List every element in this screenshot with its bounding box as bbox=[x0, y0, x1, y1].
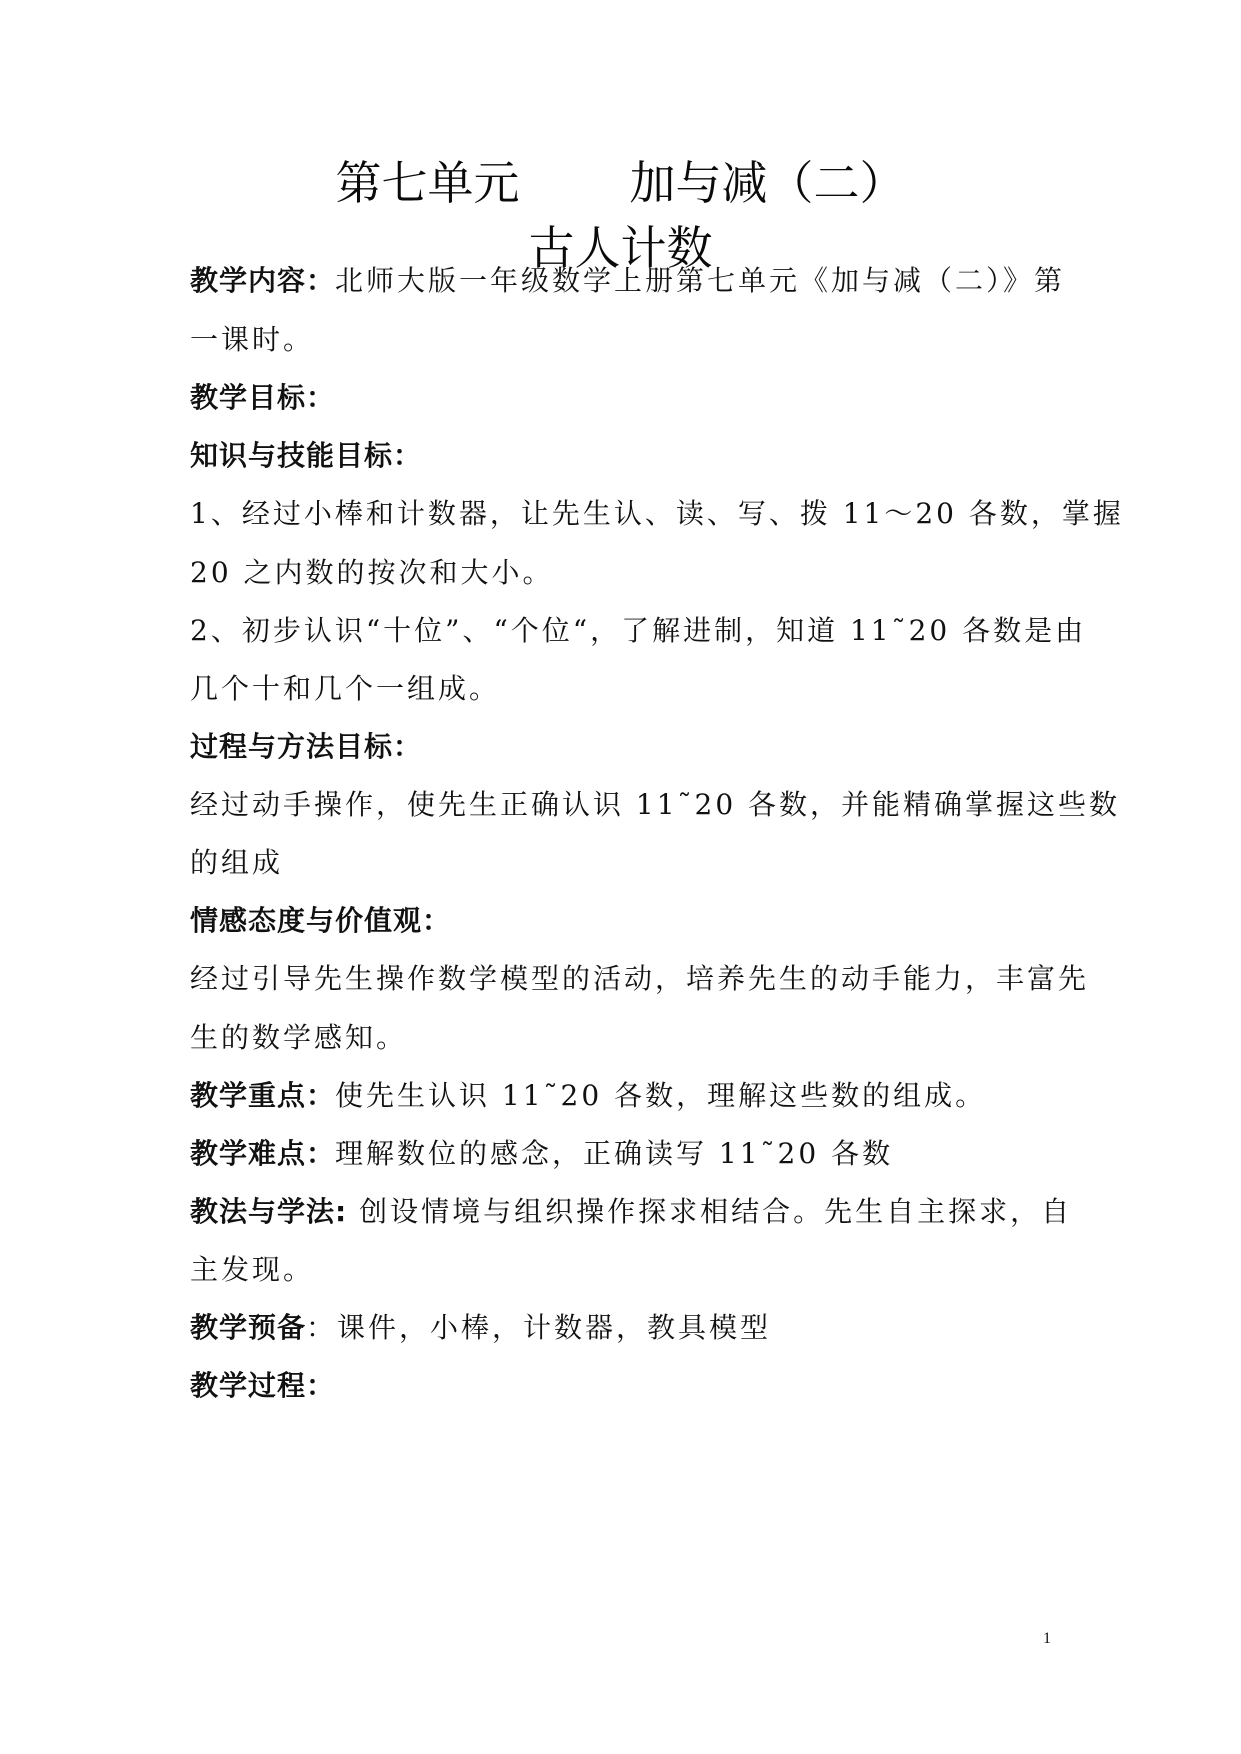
process-text-cont: 的组成 bbox=[190, 846, 284, 879]
preparation-line bbox=[190, 1308, 1060, 1348]
teaching-process-label: 教学过程： bbox=[190, 1369, 336, 1402]
unit-title: 第七单元 bbox=[335, 156, 520, 210]
lesson-title: 古人计数 bbox=[528, 221, 713, 275]
knowledge-item-1: 1、经过小棒和计数器，让先生认、读、写、拨 11～20 各数，掌握 bbox=[190, 497, 1124, 530]
knowledge-label: 知识与技能目标： bbox=[190, 439, 423, 472]
key-point-label: 教学重点： bbox=[190, 1079, 336, 1112]
knowledge-item-2: 2、初步认识“十位”、“个位“，了解进制，知道 11˜20 各数是由 bbox=[190, 614, 1087, 647]
topic-title: 加与减（二） bbox=[629, 156, 906, 210]
teaching-content-line-2: 一课时。 bbox=[190, 323, 315, 356]
knowledge-item-2-cont: 几个十和几个一组成。 bbox=[190, 672, 501, 705]
method-text: 创设情境与组织操作探求相结合。先生自主探求，自 bbox=[347, 1195, 1073, 1228]
difficulty-line bbox=[190, 1134, 1060, 1174]
process-text: 经过动手操作，使先生正确认识 11˜20 各数，并能精确掌握这些数 bbox=[190, 788, 1121, 821]
method-line-cont: 主发现。 bbox=[190, 1253, 315, 1286]
key-point-text: 使先生认识 11˜20 各数，理解这些数的组成。 bbox=[335, 1079, 987, 1112]
knowledge-item-1-cont: 20 之内数的按次和大小。 bbox=[190, 556, 554, 589]
emotion-text: 经过引导先生操作数学模型的活动，培养先生的动手能力，丰富先 bbox=[190, 962, 1090, 995]
difficulty-label: 教学难点： bbox=[190, 1137, 336, 1170]
difficulty-text: 理解数位的感念，正确读写 11˜20 各数 bbox=[335, 1137, 894, 1170]
preparation-text: ：课件，小棒，计数器，教具模型 bbox=[306, 1311, 772, 1344]
page-number: 1 bbox=[1043, 1630, 1051, 1647]
goals-label: 教学目标： bbox=[190, 381, 336, 414]
emotion-text-cont: 生的数学感知。 bbox=[190, 1021, 408, 1054]
emotion-label: 情感态度与价值观： bbox=[190, 904, 452, 937]
teaching-content-line bbox=[190, 261, 1066, 301]
teaching-content-label: 教学内容： bbox=[190, 264, 336, 297]
preparation-label: 教学预备 bbox=[190, 1311, 307, 1344]
method-line bbox=[190, 1192, 1073, 1232]
method-label: 教法与学法: bbox=[190, 1195, 348, 1228]
process-label: 过程与方法目标： bbox=[190, 730, 423, 763]
teaching-content-text: 北师大版一年级数学上册第七单元《加与减（二）》第 bbox=[335, 264, 1066, 297]
document-title bbox=[0, 156, 1241, 210]
key-point-line bbox=[190, 1076, 1060, 1116]
